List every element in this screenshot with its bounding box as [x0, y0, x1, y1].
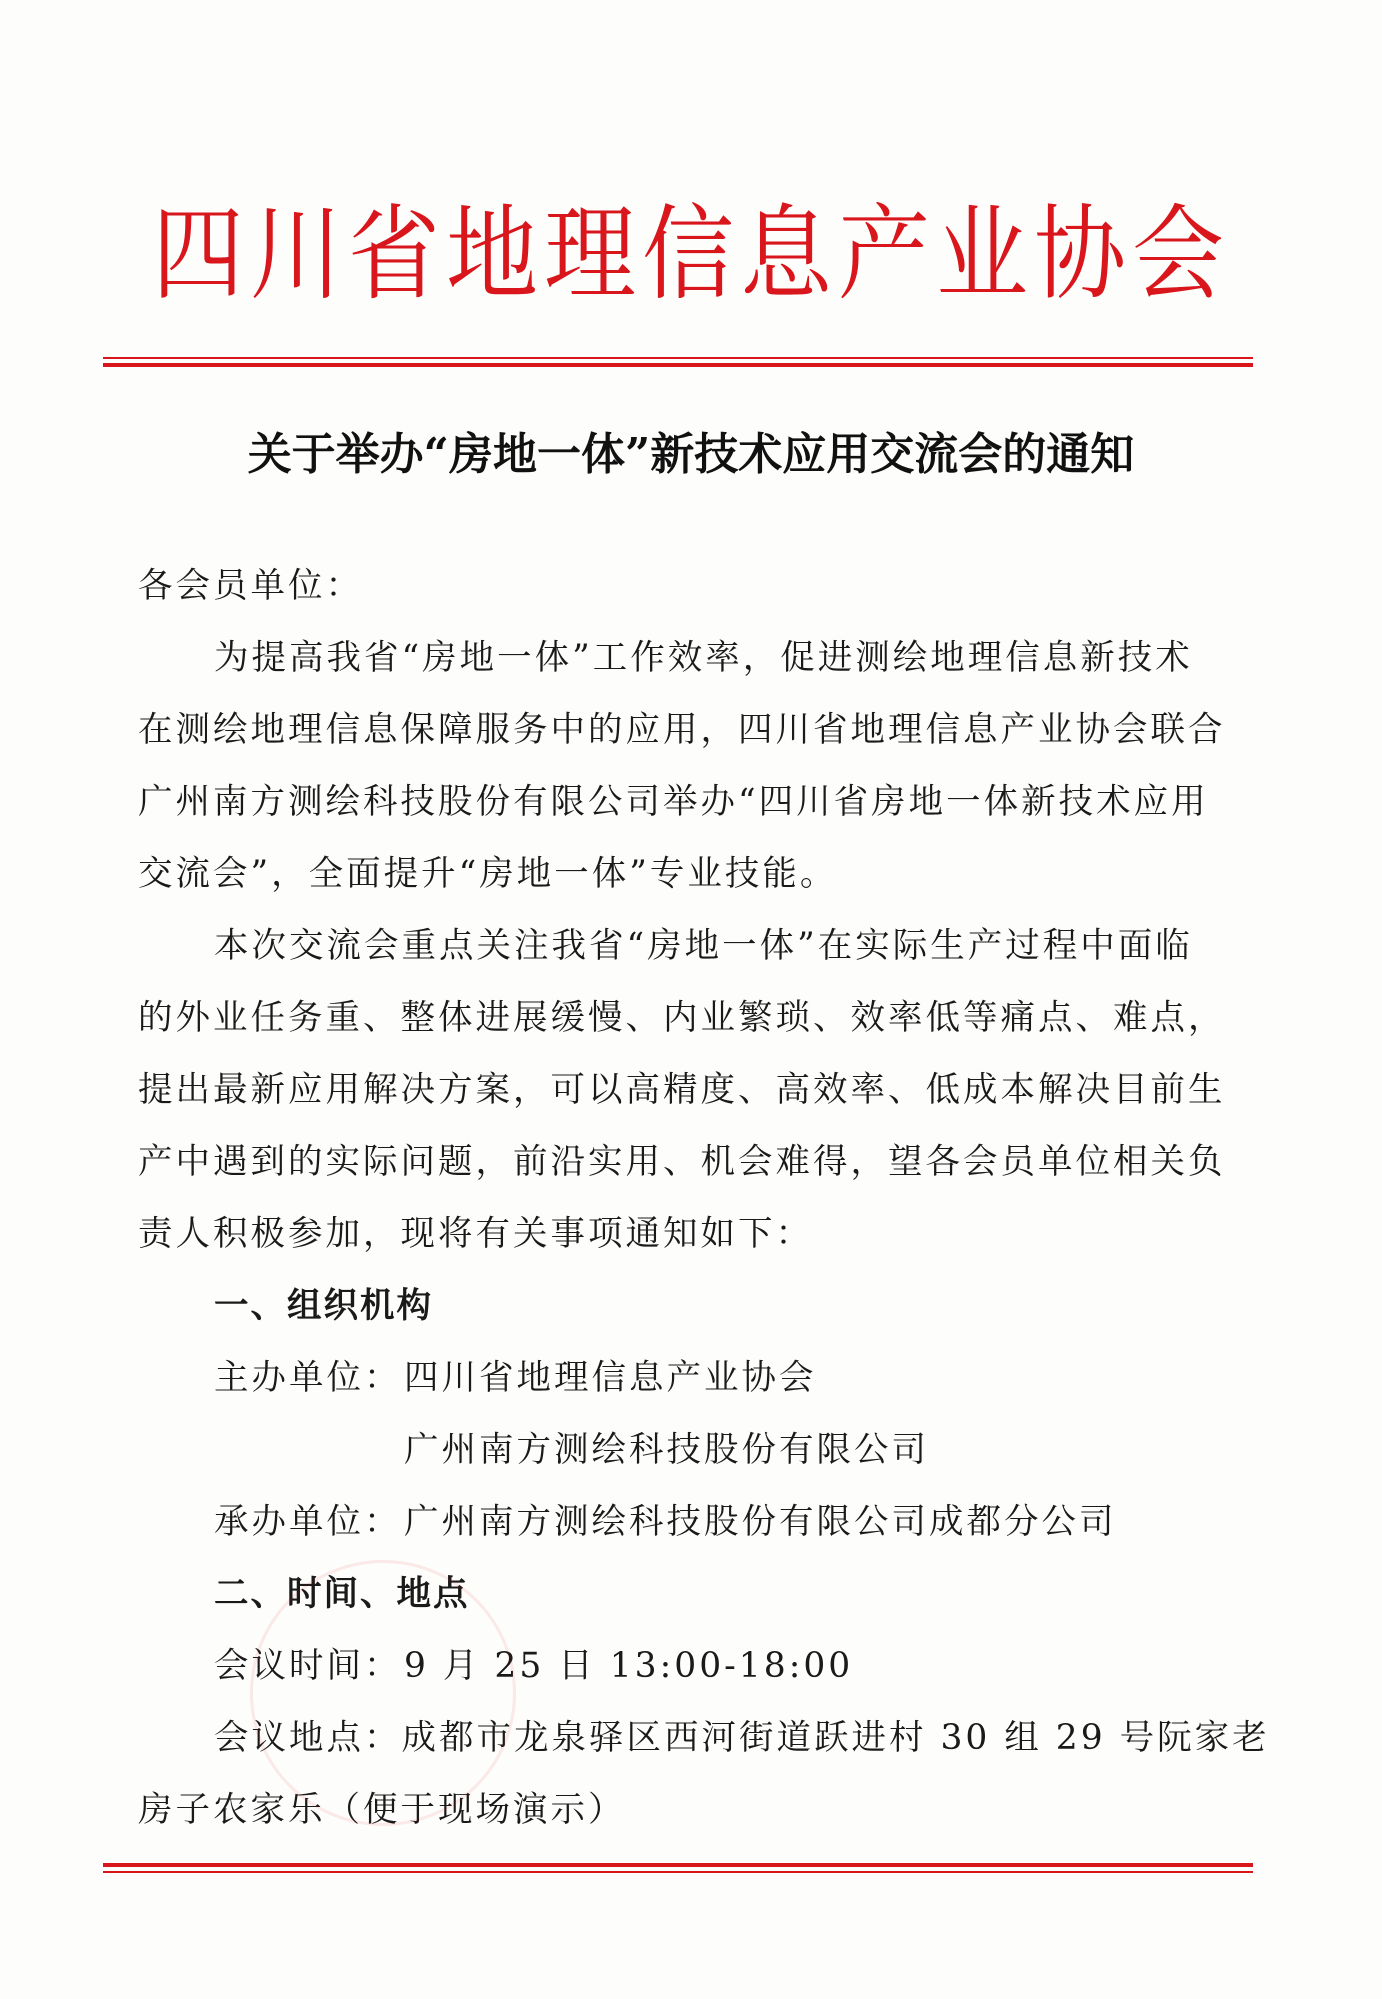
document-title: 关于举办“房地一体”新技术应用交流会的通知 [247, 429, 1135, 480]
paragraph-line: 在测绘地理信息保障服务中的应用，四川省地理信息产业协会联合 [138, 710, 1226, 750]
location-value-2: 房子农家乐（便于现场演示） [138, 1790, 626, 1830]
organizer-row [138, 1486, 1238, 1558]
location-label: 会议地点： [214, 1718, 402, 1758]
section-heading: 二、时间、地点 [214, 1574, 470, 1614]
footer-divider [103, 1863, 1253, 1873]
time-value: 9 月 25 日 13:00-18:00 [404, 1646, 854, 1686]
paragraph-line: 本次交流会重点关注我省“房地一体”在实际生产过程中面临 [214, 926, 1193, 966]
paragraph-purpose [138, 622, 1238, 910]
faded-seal-stamp [250, 1560, 516, 1826]
host-value: 四川省地理信息产业协会 [404, 1358, 817, 1398]
host-label: 主办单位： [214, 1358, 402, 1398]
paragraph-line: 广州南方测绘科技股份有限公司举办“四川省房地一体新技术应用 [138, 782, 1209, 822]
host-row [138, 1342, 1238, 1414]
salutation: 各会员单位： [138, 566, 363, 606]
organizer-value: 广州南方测绘科技股份有限公司成都分公司 [404, 1502, 1117, 1542]
location-value: 成都市龙泉驿区西河街道跃进村 30 组 29 号阮家老 [401, 1718, 1270, 1758]
paragraph-focus [138, 910, 1238, 1270]
organization-header: 四川省地理信息产业协会 [151, 194, 1230, 315]
paragraph-line: 责人积极参加，现将有关事项通知如下： [138, 1214, 813, 1254]
paragraph-line: 交流会”，全面提升“房地一体”专业技能。 [138, 854, 838, 894]
organizer-label: 承办单位： [214, 1502, 402, 1542]
header-divider [103, 357, 1253, 367]
paragraph-line: 产中遇到的实际问题，前沿实用、机会难得，望各会员单位相关负 [138, 1142, 1226, 1182]
time-label: 会议时间： [214, 1646, 402, 1686]
paragraph-line: 的外业任务重、整体进展缓慢、内业繁琐、效率低等痛点、难点， [138, 998, 1226, 1038]
section-heading: 一、组织机构 [214, 1286, 433, 1326]
paragraph-line: 提出最新应用解决方案，可以高精度、高效率、低成本解决目前生 [138, 1070, 1226, 1110]
paragraph-line: 为提高我省“房地一体”工作效率，促进测绘地理信息新技术 [214, 638, 1193, 678]
host-value-2: 广州南方测绘科技股份有限公司 [404, 1430, 929, 1470]
